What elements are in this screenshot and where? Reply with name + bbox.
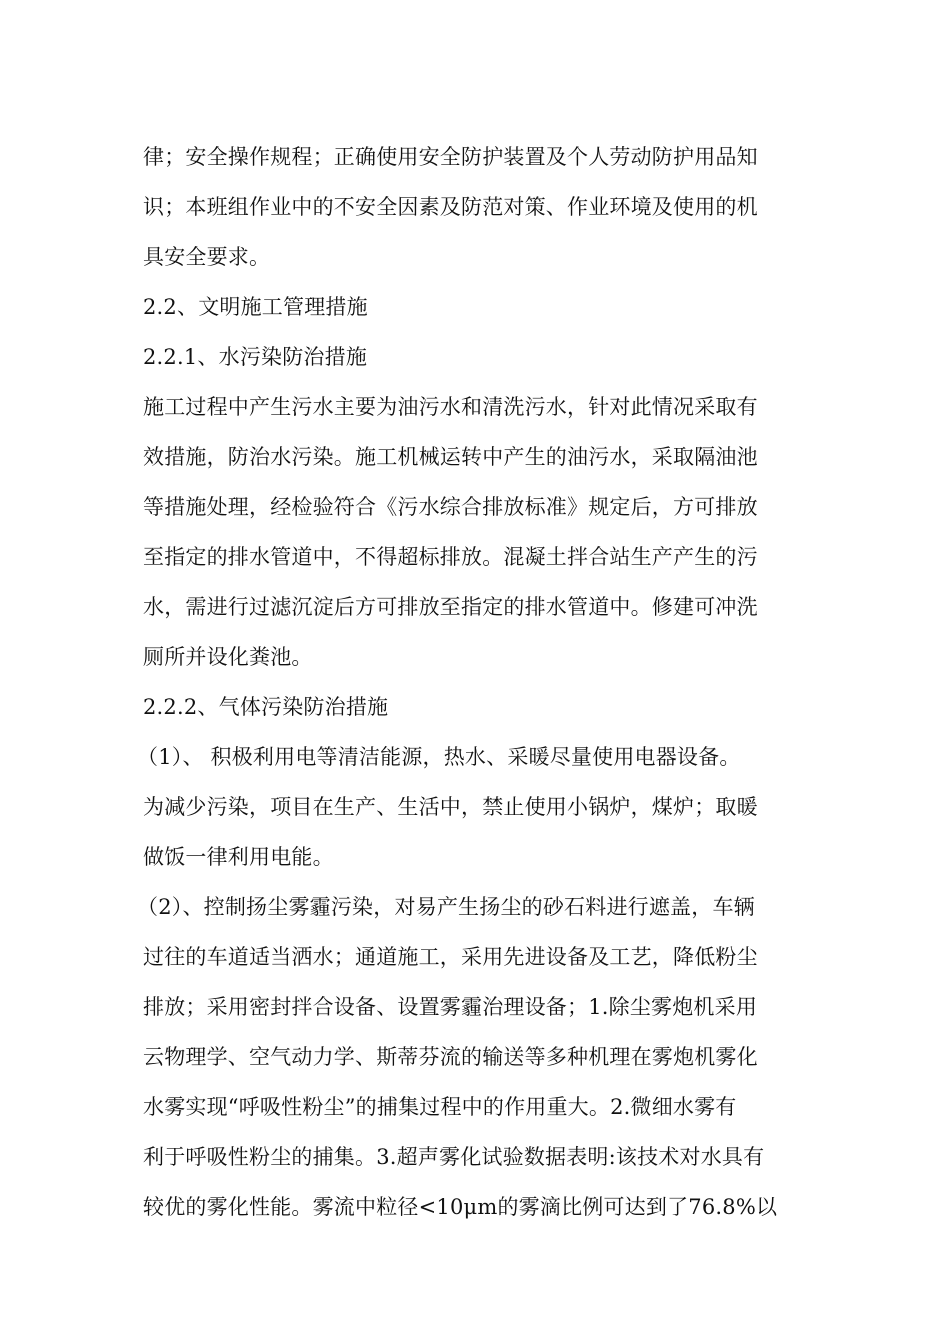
- text-line: 为减少污染，项目在生产、生活中，禁止使用小锅炉，煤炉；取暖: [143, 795, 758, 819]
- text-line: 施工过程中产生污水主要为油污水和清洗污水，针对此情况采取有: [143, 395, 758, 419]
- text-line: 云物理学、空气动力学、斯蒂芬流的输送等多种机理在雾炮机雾化: [143, 1045, 758, 1069]
- subsection-heading: 2.2.1、水污染防治措施: [143, 345, 368, 369]
- text-line: 水，需进行过滤沉淀后方可排放至指定的排水管道中。修建可冲洗: [143, 595, 758, 619]
- text-line: 至指定的排水管道中，不得超标排放。混凝土拌合站生产产生的污: [143, 545, 758, 569]
- list-item-1: （1）、 积极利用电等清洁能源，热水、采暖尽量使用电器设备。: [137, 745, 741, 769]
- text-line: 做饭一律利用电能。: [143, 845, 334, 869]
- text-line: 等措施处理，经检验符合《污水综合排放标准》规定后，方可排放: [143, 495, 758, 519]
- text-line: 水雾实现“呼吸性粉尘”的捕集过程中的作用重大。2.微细水雾有: [143, 1095, 737, 1119]
- text-line: 较优的雾化性能。雾流中粒径<10μm的雾滴比例可达到了76.8%以: [143, 1195, 778, 1219]
- text-line: 效措施，防治水污染。施工机械运转中产生的油污水，采取隔油池: [143, 445, 758, 469]
- text-line: 律；安全操作规程；正确使用安全防护装置及个人劳动防护用品知: [143, 145, 758, 169]
- list-item-2: （2）、控制扬尘雾霾污染，对易产生扬尘的砂石料进行遮盖，车辆: [137, 895, 755, 919]
- text-line: 识；本班组作业中的不安全因素及防范对策、作业环境及使用的机: [143, 195, 758, 219]
- text-line: 具安全要求。: [143, 245, 271, 269]
- text-line: 排放；采用密封拌合设备、设置雾霾治理设备；1.除尘雾炮机采用: [143, 995, 758, 1019]
- text-line: 厕所并设化粪池。: [143, 645, 313, 669]
- subsection-heading: 2.2.2、气体污染防治措施: [143, 695, 389, 719]
- section-heading: 2.2、文明施工管理措施: [143, 295, 368, 319]
- text-line: 利于呼吸性粉尘的捕集。3.超声雾化试验数据表明:该技术对水具有: [143, 1145, 765, 1169]
- text-line: 过往的车道适当洒水；通道施工，采用先进设备及工艺，降低粉尘: [143, 945, 758, 969]
- document-body: [137, 132, 811, 1232]
